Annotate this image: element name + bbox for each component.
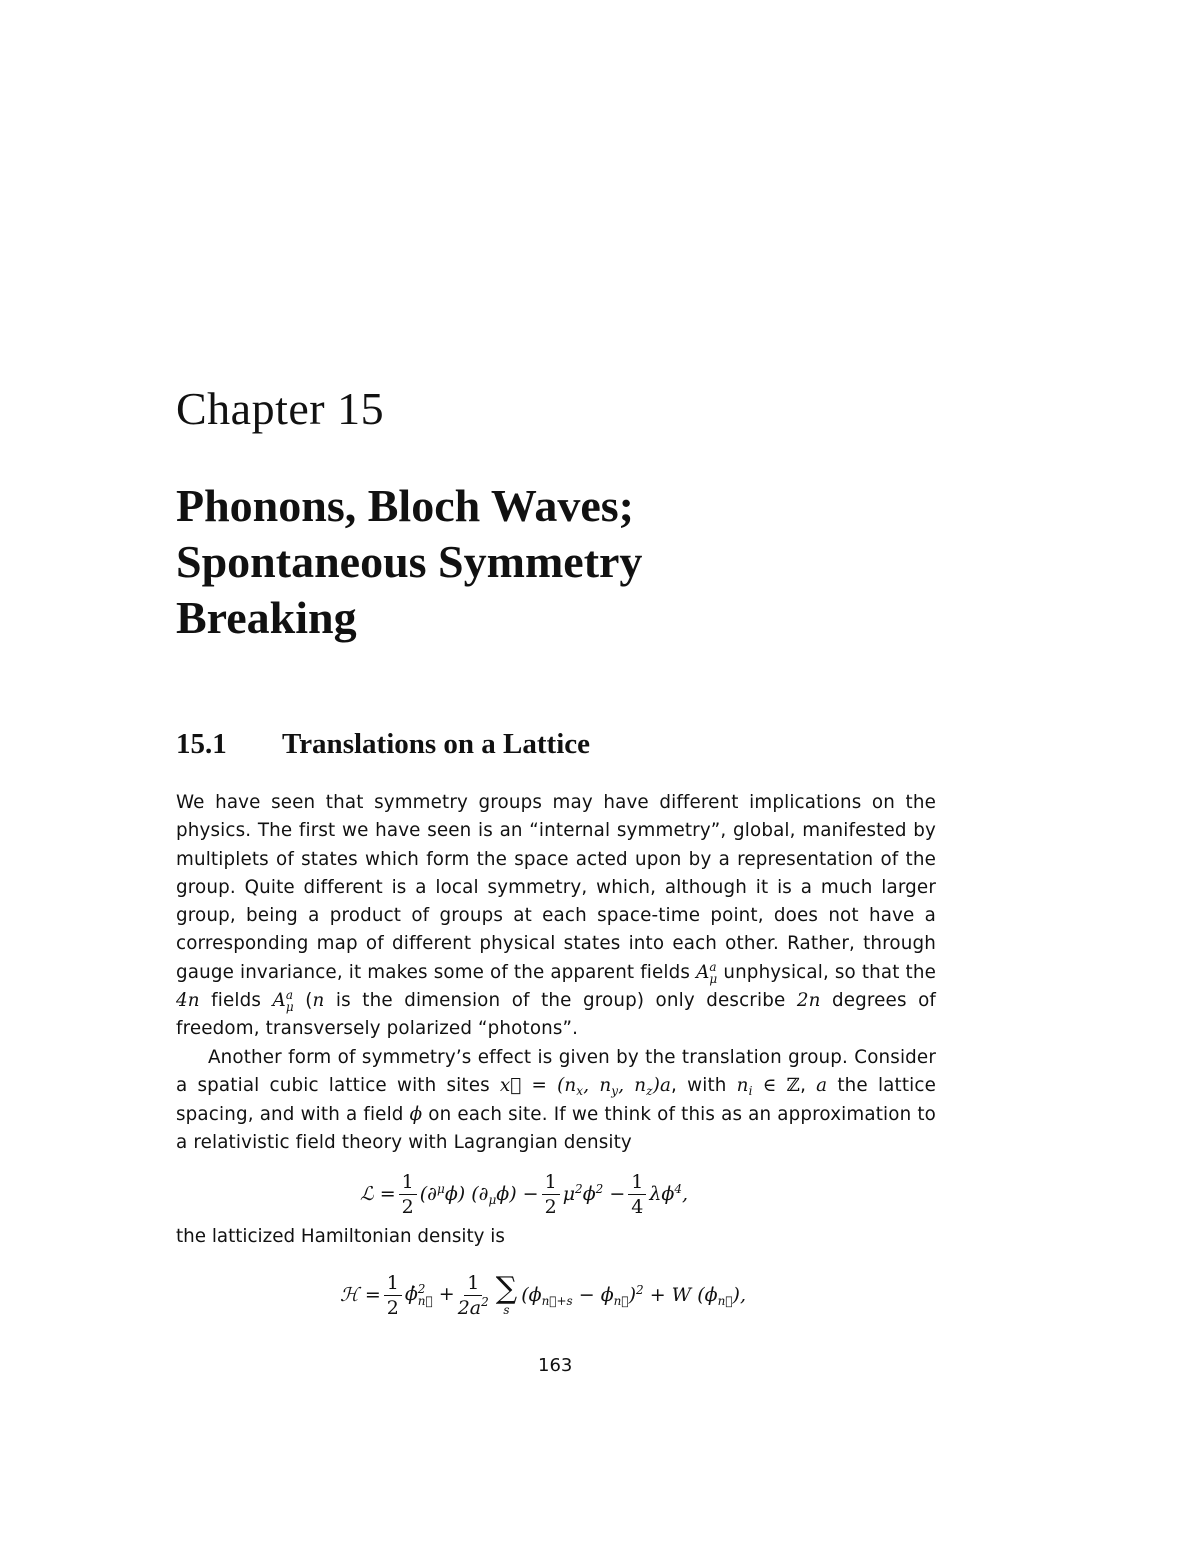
math-2n: 2n (796, 990, 821, 1012)
math-4n: 4n (176, 990, 200, 1012)
text-line: the latticized Hamiltonian density is (176, 1226, 505, 1247)
text-run: , (800, 1075, 817, 1097)
text-run: ( (293, 990, 313, 1012)
summation-symbol: ∑ s (495, 1271, 518, 1317)
paragraph-1 (176, 789, 936, 1044)
equation-lagrangian: ℒ = $\frac{1}{2}$ (∂$^\mu$ϕ) $(\partial_\mu\phi)$ − $\frac{1}{2}$ $\mu^2\phi^2$ − $\frac{1}{4}$ $\lambda\phi^4$, (360, 1170, 689, 1218)
text-run: We have seen that symmetry groups may have different implications on the physics. The first we have seen is an “internal symmetry”, global, manifested by multiplets of states which form the space acted upon by a representation of the group. Quite different is a local symmetry, which, although it is a much larger group, being a product of groups at each space-time point, does not have a corresponding map of different physical states into each other. Rather, through gauge invariance, it makes some of the apparent fields (176, 792, 936, 983)
math-phi: ϕ (409, 1103, 423, 1125)
text-run: unphysical, so that the (717, 961, 936, 983)
text-run: is the dimension of the group) only describe (324, 990, 797, 1012)
math-field: A a μ (696, 959, 718, 986)
text-run: the lattice spacing, and with a field (176, 1075, 936, 1125)
chapter-title (176, 478, 936, 646)
page-number: 163 (538, 1355, 573, 1376)
paragraph-2 (176, 1044, 936, 1157)
math-ni: $n_i$ ∈ ℤ (736, 1075, 801, 1099)
section-number: 15.1 (176, 728, 227, 760)
chapter-title-line: Breaking (176, 592, 357, 643)
math-field: A a μ (272, 988, 294, 1015)
text-run: , with (671, 1075, 737, 1097)
text-run: on each site. If we think of this as an approximation to a relativistic field theory with Lagrangian density (176, 1103, 936, 1153)
math-n: n (312, 990, 325, 1012)
equation-hamiltonian: ℋ = $\frac{1}{2}$ ϕ̇ 2 n⃗ + $\frac{1}{2a^2}$ ∑ s $(\phi_{n⃗+s} - \phi_{n⃗})^2 + W$ $(\phi_{n⃗})$, (340, 1271, 746, 1319)
section-heading (176, 728, 590, 761)
math-site-vector: x⃗ = ($n_x$, $n_y$, $n_z)a$ (499, 1075, 672, 1099)
math-a: a (816, 1075, 828, 1097)
chapter-title-line: Spontaneous Symmetry (176, 536, 643, 587)
chapter-label: Chapter 15 (176, 383, 385, 434)
text-run: Another form of symmetry’s effect is given by the translation group. Consider a spatial cubic lattice with sites (176, 1047, 936, 1097)
text-run: degrees of freedom, transversely polarized “photons”. (176, 990, 936, 1040)
section-title: Translations on a Lattice (282, 728, 590, 760)
chapter-title-line: Phonons, Bloch Waves; (176, 480, 634, 531)
text-run: fields (199, 990, 273, 1012)
